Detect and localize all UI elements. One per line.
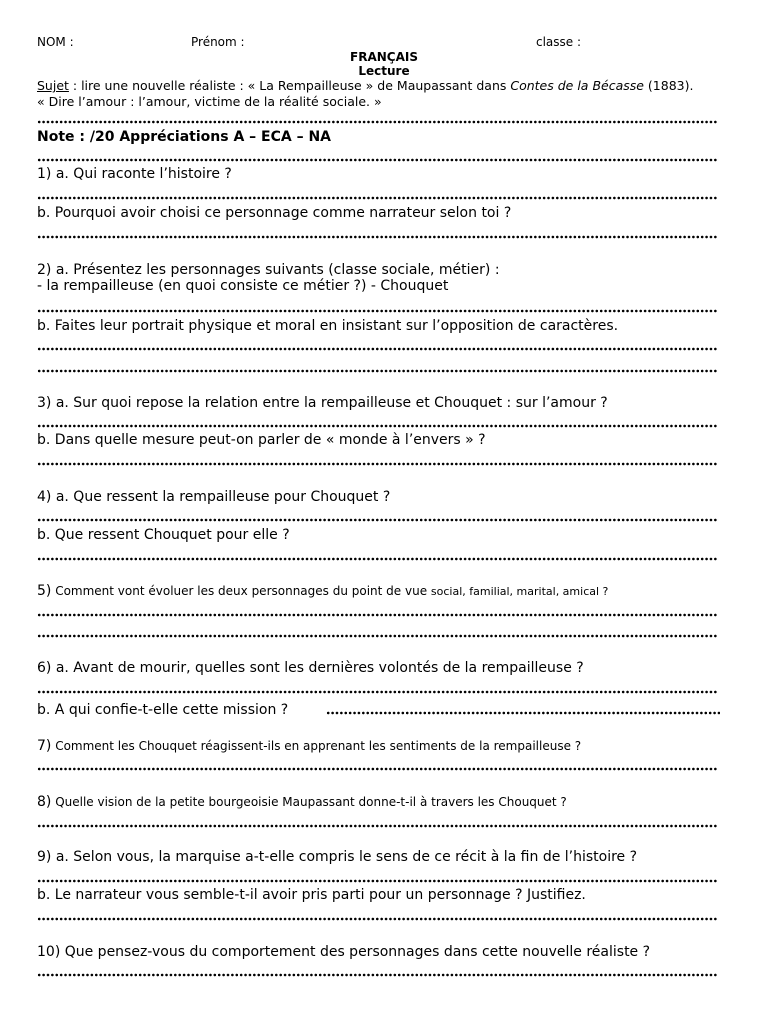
question-8-number: 8) — [37, 794, 52, 810]
question-7 — [37, 738, 581, 754]
answer-line — [37, 634, 718, 638]
answer-line — [37, 767, 718, 771]
answer-line — [37, 196, 718, 200]
question-3b: b. Dans quelle mesure peut-on parler de « monde à l’envers » ? — [37, 432, 486, 448]
question-9a: 9) a. Selon vous, la marquise a-t-elle compris le sens de ce récit à la fin de l’histoire ? — [37, 849, 638, 865]
prenom-label: Prénom : — [191, 35, 245, 49]
grading-note: Note : /20 Appréciations A – ECA – NA — [37, 129, 331, 145]
answer-line — [37, 309, 718, 313]
answer-line — [37, 518, 718, 522]
question-4a: 4) a. Que ressent la rempailleuse pour Chouquet ? — [37, 489, 391, 505]
question-7-text: Comment les Chouquet réagissent-ils en apprenant les sentiments de la rempailleuse ? — [51, 739, 582, 753]
question-5-number: 5) — [37, 583, 52, 599]
subject-title: FRANÇAIS — [350, 50, 418, 64]
question-5-small: social, familial, marital, amical ? — [430, 585, 609, 598]
question-8 — [37, 794, 567, 810]
answer-line — [37, 424, 718, 428]
question-10: 10) Que pensez-vous du comportement des personnages dans cette nouvelle réaliste ? — [37, 944, 651, 960]
answer-line — [37, 690, 718, 694]
answer-line — [37, 613, 718, 617]
question-2a: 2) a. Présentez les personnages suivants (classe sociale, métier) : — [37, 262, 500, 278]
sujet-line — [37, 78, 693, 93]
book-title: Contes de la Bécasse — [510, 78, 644, 93]
sujet-text-after: (1883). — [643, 78, 694, 93]
sujet-label: Sujet — [37, 78, 69, 93]
answer-line — [37, 879, 718, 883]
question-1a: 1) a. Qui raconte l’histoire ? — [37, 166, 232, 182]
question-5-text: Comment vont évoluer les deux personnages du point de vue — [51, 584, 431, 598]
subject-subtitle: Lecture — [358, 64, 410, 78]
answer-line — [37, 235, 718, 239]
sujet-text-before: : lire une nouvelle réaliste : « La Rempailleuse » de Maupassant dans — [68, 78, 511, 93]
answer-line — [37, 158, 718, 162]
answer-line — [37, 917, 718, 921]
question-3a: 3) a. Sur quoi repose la relation entre la rempailleuse et Chouquet : sur l’amour ? — [37, 395, 608, 411]
question-5 — [37, 583, 608, 599]
answer-line-inline — [326, 711, 720, 715]
question-9b: b. Le narrateur vous semble-t-il avoir pris parti pour un personnage ? Justifiez. — [37, 887, 586, 903]
question-7-number: 7) — [37, 738, 52, 754]
question-6a: 6) a. Avant de mourir, quelles sont les dernières volontés de la rempailleuse ? — [37, 660, 584, 676]
answer-line — [37, 557, 718, 561]
answer-line — [37, 120, 718, 124]
question-2a-line-2: - la rempailleuse (en quoi consiste ce métier ?) - Chouquet — [37, 278, 449, 294]
question-6b: b. A qui confie-t-elle cette mission ? — [37, 702, 289, 718]
sujet-line-2: « Dire l’amour : l’amour, victime de la réalité sociale. » — [37, 94, 382, 109]
answer-line — [37, 824, 718, 828]
classe-label: classe : — [536, 35, 582, 49]
question-2b: b. Faites leur portrait physique et moral en insistant sur l’opposition de caractères. — [37, 318, 619, 334]
answer-line — [37, 462, 718, 466]
answer-line — [37, 347, 718, 351]
answer-line — [37, 973, 718, 977]
question-4b: b. Que ressent Chouquet pour elle ? — [37, 527, 290, 543]
question-1b: b. Pourquoi avoir choisi ce personnage comme narrateur selon toi ? — [37, 205, 512, 221]
nom-label: NOM : — [37, 35, 74, 49]
answer-line — [37, 369, 718, 373]
question-8-text: Quelle vision de la petite bourgeoisie Maupassant donne-t-il à travers les Chouquet ? — [51, 795, 567, 809]
